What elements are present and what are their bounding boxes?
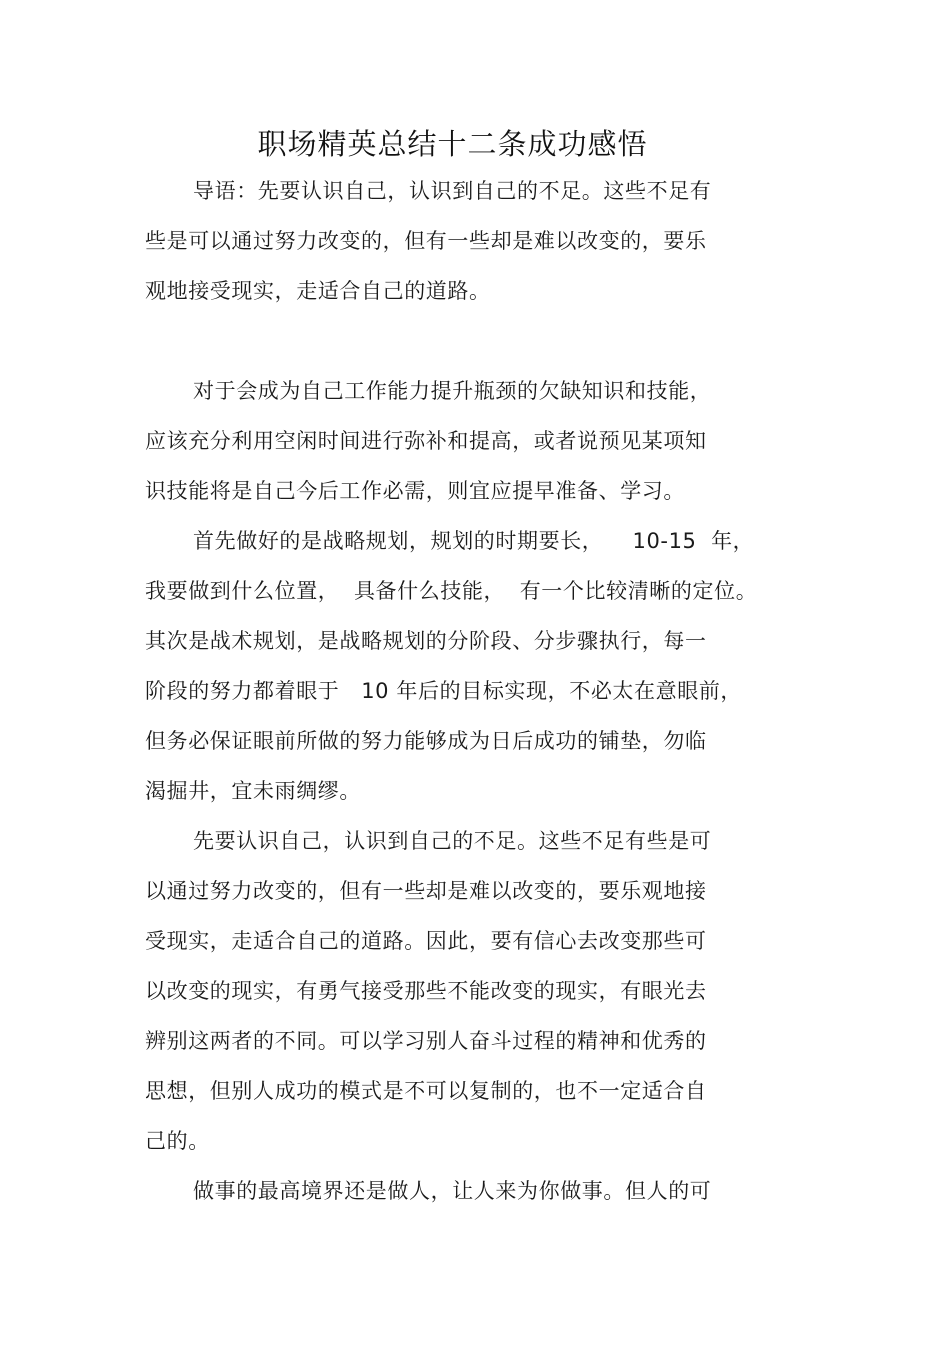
paragraph-line: 己的。: [145, 1129, 210, 1153]
paragraph-line: 首先做好的是战略规划，规划的时期要长， 10-15 年，: [193, 529, 755, 553]
paragraph-line: 识技能将是自己今后工作必需，则宜应提早准备、学习。: [145, 479, 685, 503]
paragraph-line: 先要认识自己，认识到自己的不足。这些不足有些是可: [193, 829, 712, 853]
paragraph-line: 做事的最高境界还是做人，让人来为你做事。但人的可: [193, 1179, 712, 1203]
paragraph-line: 对于会成为自己工作能力提升瓶颈的欠缺知识和技能，: [193, 379, 712, 403]
paragraph-line: 应该充分利用空闲时间进行弥补和提高，或者说预见某项知: [145, 429, 707, 453]
intro-line-2: 些是可以通过努力改变的，但有一些却是难以改变的，要乐: [145, 229, 707, 253]
paragraph-line: 以改变的现实，有勇气接受那些不能改变的现实，有眼光去: [145, 979, 707, 1003]
document-title: 职场精英总结十二条成功感悟: [257, 127, 648, 161]
paragraph-line: 辨别这两者的不同。可以学习别人奋斗过程的精神和优秀的: [145, 1029, 707, 1053]
paragraph-line: 思想，但别人成功的模式是不可以复制的，也不一定适合自: [145, 1079, 707, 1103]
paragraph-line: 其次是战术规划，是战略规划的分阶段、分步骤执行，每一: [145, 629, 707, 653]
paragraph-line: 阶段的努力都着眼于 10 年后的目标实现，不必太在意眼前，: [145, 679, 743, 703]
intro-line-3: 观地接受现实，走适合自己的道路。: [145, 279, 491, 303]
intro-line-1: 导语：先要认识自己，认识到自己的不足。这些不足有: [193, 179, 712, 203]
paragraph-line: 我要做到什么位置， 具备什么技能， 有一个比较清晰的定位。: [145, 579, 758, 603]
paragraph-line: 但务必保证眼前所做的努力能够成为日后成功的铺垫，勿临: [145, 729, 707, 753]
paragraph-line: 渴掘井，宜未雨绸缪。: [145, 779, 361, 803]
paragraph-line: 以通过努力改变的，但有一些却是难以改变的，要乐观地接: [145, 879, 707, 903]
paragraph-line: 受现实，走适合自己的道路。因此，要有信心去改变那些可: [145, 929, 707, 953]
